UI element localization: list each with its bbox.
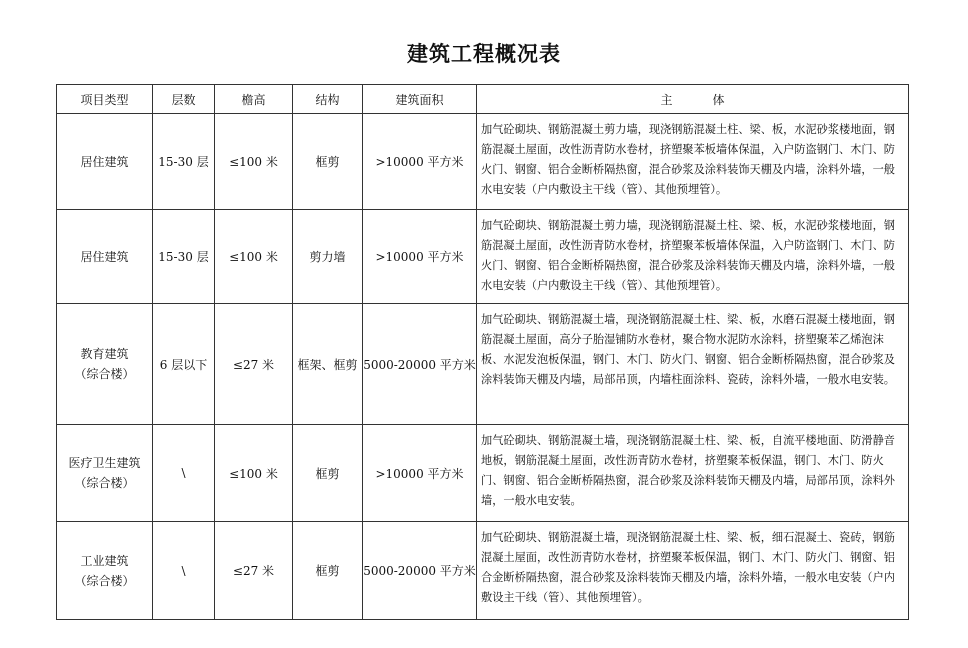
project-type-cell	[57, 114, 153, 210]
area-cell: 5000-20000 平方米	[363, 522, 477, 620]
main-body-cell: 加气砼砌块、钢筋混凝土剪力墙，现浇钢筋混凝土柱、梁、板，水泥砂浆楼地面，钢筋混凝土屋面，改性沥青防水卷材，挤塑聚苯板墙体保温，入户防盗钢门、木门、防火门、钢窗、铝合金断桥隔热窗，混合砂浆及涂料装饰天棚及内墙，涂料外墙，一般水电安装（户内敷设主干线（管）、其他预埋管）。	[477, 114, 909, 210]
eave-height-cell: ≤100 米	[215, 425, 293, 522]
table-header-row	[57, 85, 909, 114]
project-type-cell	[57, 425, 153, 522]
structure-cell: 框剪	[293, 522, 363, 620]
header-project-type: 项目类型	[57, 85, 153, 114]
structure-cell: 剪力墙	[293, 210, 363, 304]
project-type-cell	[57, 304, 153, 425]
floors-cell: \	[153, 425, 215, 522]
eave-height-cell: ≤100 米	[215, 114, 293, 210]
project-type-sublabel: （综合楼）	[74, 367, 135, 381]
document-title: 建筑工程概况表	[407, 42, 561, 66]
floors-cell: \	[153, 522, 215, 620]
eave-height-cell: ≤100 米	[215, 210, 293, 304]
project-type-label: 工业建筑	[80, 553, 129, 568]
main-body-cell: 加气砼砌块、钢筋混凝土剪力墙，现浇钢筋混凝土柱、梁、板，水泥砂浆楼地面，钢筋混凝土屋面，改性沥青防水卷材，挤塑聚苯板墙体保温，入户防盗钢门、木门、防火门、钢窗、铝合金断桥隔热窗，混合砂浆及涂料装饰天棚及内墙，涂料外墙，一般水电安装（户内敷设主干线（管）、其他预埋管）。	[477, 210, 909, 304]
table-row	[57, 210, 909, 304]
header-main-body: 主体	[477, 85, 909, 114]
header-floors: 层数	[153, 85, 215, 114]
floors-cell: 6 层以下	[153, 304, 215, 425]
table-row	[57, 114, 909, 210]
eave-height-cell: ≤27 米	[215, 522, 293, 620]
project-type-label: 医疗卫生建筑	[68, 456, 141, 470]
main-body-cell: 加气砼砌块、钢筋混凝土墙，现浇钢筋混凝土柱、梁、板，自流平楼地面、防滑静音地板，钢筋混凝土屋面，改性沥青防水卷材，挤塑聚苯板保温，钢门、木门、防火门、钢窗、铝合金断桥隔热窗，混合砂浆及涂料装饰天棚及内墙，局部吊顶，涂料外墙，一般水电安装。	[477, 425, 909, 522]
structure-cell: 框架、框剪	[293, 304, 363, 425]
structure-cell: 框剪	[293, 114, 363, 210]
project-type-cell	[57, 210, 153, 304]
floors-cell: 15-30 层	[153, 210, 215, 304]
header-structure: 结构	[293, 85, 363, 114]
project-type-cell	[57, 522, 153, 620]
eave-height-cell: ≤27 米	[215, 304, 293, 425]
area-cell: >10000 平方米	[363, 210, 477, 304]
project-type-label: 居住建筑	[80, 154, 129, 169]
project-type-label: 教育建筑	[80, 347, 129, 361]
project-type-sublabel: （综合楼）	[74, 573, 135, 588]
project-type-sublabel: （综合楼）	[74, 476, 135, 490]
area-cell: >10000 平方米	[363, 114, 477, 210]
table-row	[57, 304, 909, 425]
project-type-label: 居住建筑	[80, 249, 129, 264]
main-body-cell: 加气砼砌块、钢筋混凝土墙，现浇钢筋混凝土柱、梁、板，细石混凝土、瓷砖，钢筋混凝土屋面，改性沥青防水卷材，挤塑聚苯板保温，钢门、木门、防火门、钢窗、铝合金断桥隔热窗，混合砂浆及涂料装饰天棚及内墙，涂料外墙，一般水电安装（户内敷设主干线（管）、其他预埋管）。	[477, 522, 909, 620]
overview-table	[56, 84, 909, 620]
header-building-area: 建筑面积	[363, 85, 477, 114]
area-cell: >10000 平方米	[363, 425, 477, 522]
main-body-cell: 加气砼砌块、钢筋混凝土墙，现浇钢筋混凝土柱、梁、板，水磨石混凝土楼地面，钢筋混凝土屋面，高分子胎湿铺防水卷材，聚合物水泥防水涂料，挤塑聚苯乙烯泡沫板、水泥发泡板保温，钢门、木门、防火门、钢窗、铝合金断桥隔热窗，混合砂浆及涂料装饰天棚及内墙，局部吊顶，内墙柱面涂料、瓷砖，涂料外墙，一般水电安装。	[477, 304, 909, 425]
table-row	[57, 522, 909, 620]
table-row	[57, 425, 909, 522]
header-eave-height: 檐高	[215, 85, 293, 114]
area-cell: 5000-20000 平方米	[363, 304, 477, 425]
structure-cell: 框剪	[293, 425, 363, 522]
floors-cell: 15-30 层	[153, 114, 215, 210]
